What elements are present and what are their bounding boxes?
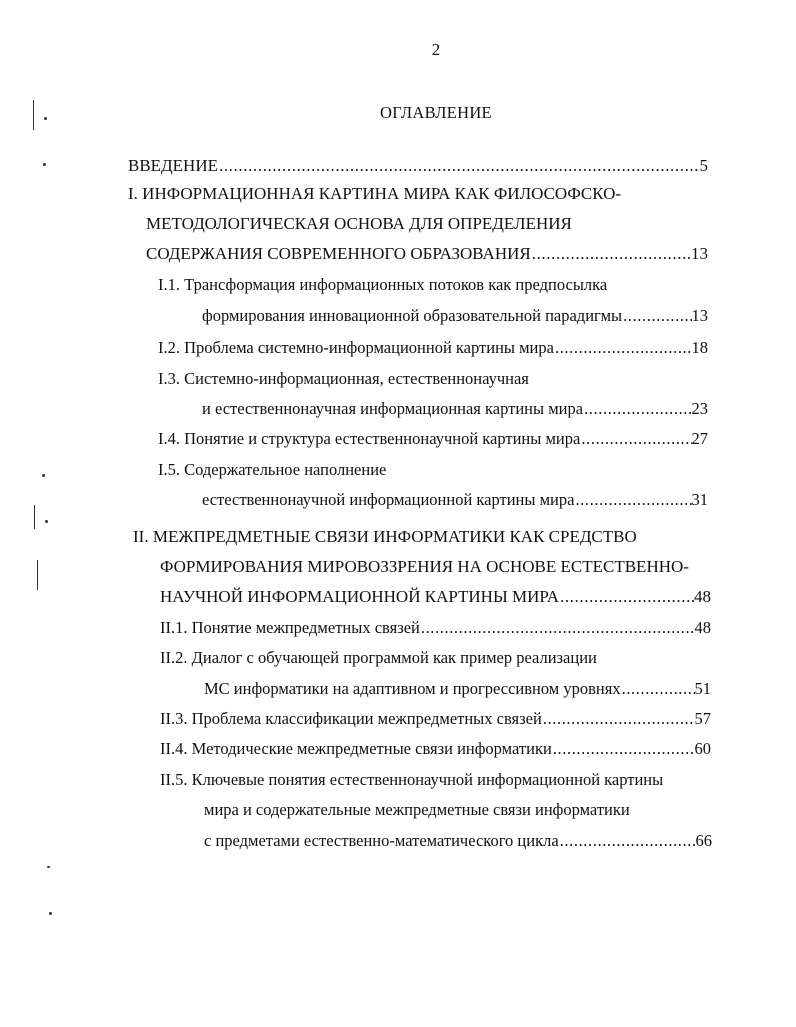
toc-entry-chapter-1-line-3 [146,244,708,264]
toc-entry-section-1-1-line-2 [202,306,708,326]
toc-entry-text: II.3. Проблема классификации межпредметных связей [160,709,542,728]
toc-leader-dots [219,156,700,176]
toc-entry-page: 27 [691,429,708,448]
toc-entry-page: 48 [694,618,711,637]
toc-entry-section-2-2-line-1 [160,648,720,668]
toc-entry-chapter-1-line-1 [128,184,728,204]
toc-entry-text: II. МЕЖПРЕДМЕТНЫЕ СВЯЗИ ИНФОРМАТИКИ КАК СРЕДСТВО [133,527,637,546]
toc-leader-dots [555,338,692,358]
toc-entry-text: МС информатики на адаптивном и прогрессивном уровнях [204,679,621,698]
toc-entry-text: I. ИНФОРМАЦИОННАЯ КАРТИНА МИРА КАК ФИЛОСОФСКО- [128,184,622,203]
toc-entry-section-2-5-line-3 [204,831,712,851]
toc-entry-section-1-4 [158,429,708,449]
toc-entry-introduction [128,156,708,176]
toc-entry-page: 57 [694,709,711,728]
toc-entry-page: 51 [694,679,711,698]
toc-entry-text: естественнонаучной информационной картины мира [202,490,575,509]
toc-entry-page: 13 [691,244,708,263]
toc-entry-text: II.1. Понятие межпредметных связей [160,618,420,637]
toc-entry-chapter-2-line-1 [133,527,733,547]
toc-entry-text: ВВЕДЕНИЕ [128,156,218,175]
toc-entry-section-1-5-line-2 [202,490,708,510]
toc-entry-text: I.1. Трансформация информационных потоков как предпосылка [158,275,608,294]
toc-leader-dots [560,831,696,851]
toc-entry-text: МЕТОДОЛОГИЧЕСКАЯ ОСНОВА ДЛЯ ОПРЕДЕЛЕНИЯ [146,214,572,233]
toc-entry-text: I.3. Системно-информационная, естественнонаучная [158,369,529,388]
toc-leader-dots [584,399,691,419]
toc-leader-dots [575,490,691,510]
toc-entry-text: формирования инновационной образовательной парадигмы [202,306,623,325]
toc-entry-chapter-2-line-3 [160,587,711,607]
toc-entry-page: 31 [691,490,708,509]
toc-entry-section-1-3-line-2 [202,399,708,419]
scan-speck [42,474,45,477]
toc-entry-text: I.2. Проблема системно-информационной картины мира [158,338,554,357]
toc-entry-text: СОДЕРЖАНИЯ СОВРЕМЕННОГО ОБРАЗОВАНИЯ [146,244,531,263]
toc-entry-section-2-5-line-1 [160,770,740,790]
scan-speck [47,866,50,868]
scan-speck [43,163,46,166]
toc-entry-text: II.4. Методические межпредметные связи информатики [160,739,552,758]
scan-margin-line [34,505,35,529]
toc-entry-text: мира и содержательные межпредметные связи информатики [204,800,630,819]
toc-entry-text: ФОРМИРОВАНИЯ МИРОВОЗЗРЕНИЯ НА ОСНОВЕ ЕСТЕСТВЕННО- [160,557,689,576]
toc-leader-dots [623,306,691,326]
toc-entry-text: II.2. Диалог с обучающей программой как пример реализации [160,648,597,667]
toc-entry-section-2-5-line-2 [204,800,724,820]
toc-leader-dots [553,739,695,759]
scan-margin-line [33,100,34,130]
toc-entry-page: 60 [694,739,711,758]
toc-entry-page: 5 [699,156,708,175]
toc-entry-section-2-4 [160,739,711,759]
toc-entry-text: и естественнонаучная информационная картины мира [202,399,584,418]
toc-entry-text: II.5. Ключевые понятия естественнонаучной информационной картины [160,770,664,789]
toc-entry-page: 18 [691,338,708,357]
toc-entry-chapter-2-line-2 [160,557,740,577]
toc-leader-dots [532,244,691,264]
toc-leader-dots [543,709,695,729]
toc-title: ОГЛАВЛЕНИЕ [380,103,492,122]
toc-entry-section-2-2-line-2 [204,679,711,699]
scan-speck [44,117,47,120]
toc-entry-page: 48 [694,587,711,606]
page-number: 2 [431,40,441,59]
toc-entry-section-1-3-line-1 [158,369,718,389]
toc-entry-section-1-1-line-1 [158,275,718,295]
toc-entry-text: I.4. Понятие и структура естественнонаучной картины мира [158,429,581,448]
toc-entry-page: 66 [695,831,712,850]
toc-entry-text: I.5. Содержательное наполнение [158,460,387,479]
toc-leader-dots [581,429,691,449]
scan-speck [49,912,52,915]
toc-entry-section-1-2 [158,338,708,358]
scan-margin-line [37,560,38,590]
toc-entry-page: 23 [691,399,708,418]
toc-entry-page: 13 [691,306,708,325]
toc-entry-section-1-5-line-1 [158,460,718,480]
toc-entry-text: НАУЧНОЙ ИНФОРМАЦИОННОЙ КАРТИНЫ МИРА [160,587,559,606]
toc-leader-dots [421,618,695,638]
toc-entry-section-2-1 [160,618,711,638]
scan-speck [45,520,48,523]
toc-leader-dots [560,587,694,607]
toc-leader-dots [622,679,695,699]
toc-entry-text: с предметами естественно-математического цикла [204,831,559,850]
toc-entry-chapter-1-line-2 [146,214,726,234]
toc-entry-section-2-3 [160,709,711,729]
